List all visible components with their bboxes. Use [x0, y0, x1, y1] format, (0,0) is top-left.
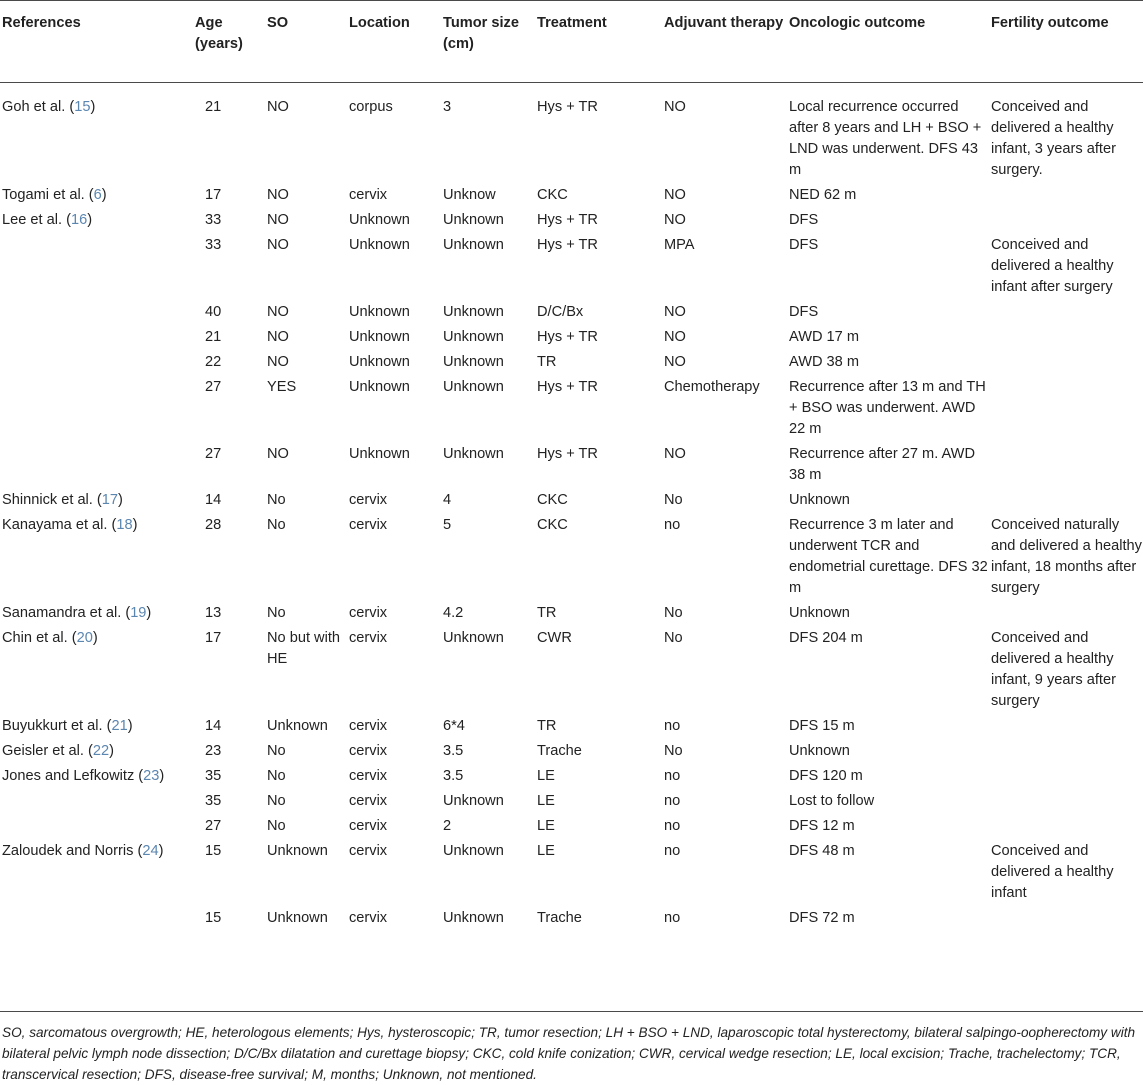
fertility-outcome-cell [989, 323, 1143, 348]
oncologic-outcome-cell: DFS 12 m [789, 818, 855, 834]
table-row [0, 511, 1143, 599]
adjuvant-cell: no [664, 517, 681, 533]
table-row [0, 83, 1143, 182]
so-cell: YES [267, 379, 297, 395]
so-cell: NO [267, 354, 289, 370]
reference-cell: Kanayama et al. (18) [2, 517, 138, 533]
location-cell: Unknown [349, 212, 410, 228]
fertility-outcome-cell [989, 787, 1143, 812]
table-row [0, 812, 1143, 837]
tumor-size-cell: Unknown [443, 843, 504, 859]
oncologic-outcome-cell: AWD 38 m [789, 354, 860, 370]
reference-name: Jones and Lefkowitz [2, 768, 135, 784]
reference-number-link[interactable]: 24 [142, 843, 159, 859]
age-cell: 23 [205, 743, 222, 759]
age-cell: 14 [205, 718, 222, 734]
reference-cell [0, 904, 193, 929]
oncologic-outcome-cell: DFS 15 m [789, 718, 855, 734]
so-cell: No [267, 517, 286, 533]
oncologic-outcome-cell: Recurrence after 27 m. AWD 38 m [789, 446, 975, 483]
fertility-outcome-cell: Conceived and delivered a healthy infant, 9 years after surgery [991, 630, 1116, 709]
tumor-size-cell: 3 [443, 99, 452, 115]
location-cell: cervix [349, 910, 388, 926]
treatment-cell: LE [537, 818, 555, 834]
tumor-size-cell: Unknown [443, 354, 504, 370]
fertility-outcome-cell [989, 486, 1143, 511]
oncologic-outcome-cell: DFS [789, 212, 819, 228]
age-cell: 17 [205, 630, 222, 646]
treatment-cell: LE [537, 768, 555, 784]
treatment-cell: Hys + TR [537, 446, 598, 462]
fertility-outcome-cell [989, 737, 1143, 762]
treatment-cell: Hys + TR [537, 329, 598, 345]
reference-cell [0, 787, 193, 812]
treatment-cell: Trache [537, 910, 582, 926]
so-cell: Unknown [267, 910, 328, 926]
fertility-outcome-cell [989, 904, 1143, 929]
reference-cell: Zaloudek and Norris (24) [2, 843, 164, 859]
so-cell: No [267, 492, 286, 508]
reference-name: Zaloudek and Norris [2, 843, 134, 859]
col-adjuvant-therapy-header: Adjuvant therapy [662, 1, 787, 83]
col-oncologic-outcome-header: Oncologic outcome [787, 1, 989, 83]
fertility-outcome-cell [989, 712, 1143, 737]
so-cell: NO [267, 99, 289, 115]
age-cell: 40 [205, 304, 222, 320]
reference-name: Geisler et al. [2, 743, 84, 759]
location-cell: cervix [349, 768, 388, 784]
so-cell: No [267, 818, 286, 834]
oncologic-outcome-cell: Unknown [789, 492, 850, 508]
reference-name: Shinnick et al. [2, 492, 93, 508]
table-row [0, 231, 1143, 298]
table-row [0, 737, 1143, 762]
adjuvant-cell: no [664, 910, 681, 926]
oncologic-outcome-cell: DFS 48 m [789, 843, 855, 859]
table-row [0, 904, 1143, 929]
table-row [0, 837, 1143, 904]
location-cell: cervix [349, 843, 388, 859]
fertility-outcome-cell [989, 762, 1143, 787]
age-cell: 28 [205, 517, 222, 533]
table-row [0, 348, 1143, 373]
age-cell: 14 [205, 492, 222, 508]
adjuvant-cell: NO [664, 446, 686, 462]
so-cell: No but with HE [267, 630, 341, 667]
adjuvant-cell: No [664, 743, 683, 759]
so-cell: No [267, 605, 286, 621]
reference-name: Sanamandra et al. [2, 605, 122, 621]
adjuvant-cell: No [664, 492, 683, 508]
oncologic-outcome-cell: DFS 72 m [789, 910, 855, 926]
tumor-size-cell: Unknown [443, 329, 504, 345]
age-cell: 15 [205, 910, 222, 926]
table-row [0, 762, 1143, 787]
so-cell: NO [267, 304, 289, 320]
tumor-size-cell: Unknown [443, 237, 504, 253]
adjuvant-cell: NO [664, 304, 686, 320]
reference-name: Buyukkurt et al. [2, 718, 103, 734]
reference-cell: Geisler et al. (22) [2, 743, 114, 759]
reference-cell [0, 323, 193, 348]
treatment-cell: Hys + TR [537, 99, 598, 115]
treatment-cell: CKC [537, 187, 568, 203]
reference-name: Goh et al. [2, 99, 66, 115]
reference-name: Togami et al. [2, 187, 85, 203]
tumor-size-cell: Unknown [443, 630, 504, 646]
reference-cell [0, 298, 193, 323]
reference-cell: Shinnick et al. (17) [2, 492, 123, 508]
oncologic-outcome-cell: Recurrence after 13 m and TH + BSO was underwent. AWD 22 m [789, 379, 986, 437]
location-cell: cervix [349, 517, 388, 533]
adjuvant-cell: no [664, 843, 681, 859]
adjuvant-cell: MPA [664, 237, 695, 253]
reference-number-link[interactable]: 19 [130, 605, 147, 621]
reference-cell [0, 440, 193, 486]
col-treatment-header: Treatment [535, 1, 662, 83]
age-cell: 13 [205, 605, 222, 621]
location-cell: cervix [349, 718, 388, 734]
tumor-size-cell: 5 [443, 517, 452, 533]
adjuvant-cell: NO [664, 99, 686, 115]
reference-cell: Buyukkurt et al. (21) [2, 718, 133, 734]
location-cell: cervix [349, 743, 388, 759]
reference-number-link[interactable]: 16 [70, 212, 88, 228]
location-cell: cervix [349, 630, 388, 646]
fertility-outcome-cell: Conceived naturally and delivered a healthy infant, 18 months after surgery [991, 517, 1142, 596]
tumor-size-cell: 4.2 [443, 605, 464, 621]
reference-name: Kanayama et al. [2, 517, 108, 533]
adjuvant-cell: no [664, 818, 681, 834]
treatment-cell: TR [537, 354, 557, 370]
location-cell: Unknown [349, 237, 410, 253]
fertility-outcome-cell [989, 373, 1143, 440]
reference-cell: Togami et al. (6) [2, 187, 107, 203]
age-cell: 21 [205, 329, 222, 345]
location-cell: Unknown [349, 304, 410, 320]
location-cell: Unknown [349, 379, 410, 395]
table-body [0, 83, 1143, 930]
reference-cell: Jones and Lefkowitz (23) [2, 768, 165, 784]
fertility-outcome-cell: Conceived and delivered a healthy infant, 3 years after surgery. [991, 99, 1116, 178]
reference-number-link[interactable]: 21 [111, 718, 128, 734]
location-cell: Unknown [349, 329, 410, 345]
treatment-cell: TR [537, 718, 557, 734]
treatment-cell: LE [537, 843, 555, 859]
age-cell: 15 [205, 843, 222, 859]
table-row [0, 712, 1143, 737]
tumor-size-cell: 3.5 [443, 768, 464, 784]
tumor-size-cell: Unknown [443, 910, 504, 926]
so-cell: Unknown [267, 843, 328, 859]
tumor-size-cell: Unknown [443, 793, 504, 809]
age-cell: 27 [205, 379, 222, 395]
fertility-outcome-cell [989, 181, 1143, 206]
location-cell: Unknown [349, 354, 410, 370]
col-fertility-outcome-header: Fertility outcome [989, 1, 1143, 83]
age-cell: 35 [205, 768, 222, 784]
tumor-size-cell: 4 [443, 492, 452, 508]
reference-cell [0, 373, 193, 440]
treatment-cell: CKC [537, 492, 568, 508]
treatment-cell: CKC [537, 517, 568, 533]
reference-cell: Chin et al. (20) [2, 630, 98, 646]
col-age-header: Age (years) [193, 1, 265, 83]
table-header [0, 1, 1143, 83]
adjuvant-cell: NO [664, 187, 686, 203]
age-cell: 35 [205, 793, 222, 809]
so-cell: NO [267, 446, 289, 462]
reference-cell: Goh et al. (15) [2, 99, 96, 115]
adjuvant-cell: no [664, 793, 681, 809]
so-cell: NO [267, 329, 289, 345]
reference-number-link[interactable]: 20 [76, 630, 93, 646]
fertility-outcome-cell [989, 812, 1143, 837]
reference-number-link[interactable]: 18 [116, 517, 133, 533]
tumor-size-cell: Unknown [443, 379, 504, 395]
table-row [0, 323, 1143, 348]
location-cell: cervix [349, 793, 388, 809]
table-footnote: SO, sarcomatous overgrowth; HE, heterologous elements; Hys, hysteroscopic; TR, tumor resection; LH + BSO + LND, laparoscopic total hysterectomy, bilateral salpingo-oopherectomy with bilateral pelvic lymph node dissection; D/C/Bx dilatation and curettage biopsy; CKC, cold knife conization; CWR, cervical wedge resection; LE, local excision; Trache, trachelectomy; TCR, transcervical resection; DFS, disease-free survival; M, months; Unknown, not mentioned. [0, 1011, 1143, 1085]
oncologic-outcome-cell: Recurrence 3 m later and underwent TCR and endometrial curettage. DFS 32 m [789, 517, 988, 596]
reference-number-link[interactable]: 15 [74, 99, 91, 115]
treatment-cell: CWR [537, 630, 572, 646]
reference-cell [0, 812, 193, 837]
table-row [0, 440, 1143, 486]
location-cell: cervix [349, 492, 388, 508]
tumor-size-cell: Unknown [443, 446, 504, 462]
oncologic-outcome-cell: DFS 204 m [789, 630, 863, 646]
age-cell: 27 [205, 818, 222, 834]
so-cell: NO [267, 187, 289, 203]
reference-cell: Sanamandra et al. (19) [2, 605, 152, 621]
treatment-cell: Hys + TR [537, 379, 598, 395]
reference-number-link[interactable]: 22 [92, 743, 110, 759]
adjuvant-cell: NO [664, 212, 686, 228]
table-row [0, 181, 1143, 206]
table-row [0, 624, 1143, 712]
age-cell: 33 [205, 237, 222, 253]
location-cell: cervix [349, 187, 388, 203]
adjuvant-cell: NO [664, 354, 686, 370]
adjuvant-cell: Chemotherapy [664, 379, 760, 395]
oncologic-outcome-cell: DFS 120 m [789, 768, 863, 784]
tumor-size-cell: 3.5 [443, 743, 464, 759]
oncologic-outcome-cell: NED 62 m [789, 187, 857, 203]
col-tumor-size-header: Tumor size (cm) [441, 1, 535, 83]
treatment-cell: Hys + TR [537, 237, 598, 253]
fertility-outcome-cell [989, 440, 1143, 486]
tumor-size-cell: Unknown [443, 212, 504, 228]
tumor-size-cell: Unknow [443, 187, 496, 203]
tumor-size-cell: 6*4 [443, 718, 465, 734]
tumor-size-cell: Unknown [443, 304, 504, 320]
adjuvant-cell: no [664, 718, 681, 734]
col-location-header: Location [347, 1, 441, 83]
treatment-cell: LE [537, 793, 555, 809]
reference-name: Lee et al. [2, 212, 63, 228]
adjuvant-cell: NO [664, 329, 686, 345]
col-so-header: SO [265, 1, 347, 83]
reference-number-link[interactable]: 23 [143, 768, 160, 784]
so-cell: No [267, 768, 286, 784]
age-cell: 21 [205, 99, 222, 115]
reference-number-link[interactable]: 6 [93, 187, 102, 203]
tumor-size-cell: 2 [443, 818, 452, 834]
so-cell: NO [267, 237, 289, 253]
oncologic-outcome-cell: AWD 17 m [789, 329, 860, 345]
oncologic-outcome-cell: DFS [789, 304, 819, 320]
so-cell: NO [267, 212, 289, 228]
fertility-outcome-cell [989, 206, 1143, 231]
age-cell: 22 [205, 354, 222, 370]
adjuvant-cell: no [664, 768, 681, 784]
table-row [0, 206, 1143, 231]
col-references-header: References [0, 1, 193, 83]
treatment-cell: TR [537, 605, 557, 621]
reference-number-link[interactable]: 17 [101, 492, 119, 508]
reference-name: Chin et al. [2, 630, 68, 646]
table-row [0, 787, 1143, 812]
age-cell: 33 [205, 212, 222, 228]
fertility-outcome-cell [989, 298, 1143, 323]
oncologic-outcome-cell: Local recurrence occurred after 8 years and LH + BSO + LND was underwent. DFS 43 m [789, 99, 982, 178]
reference-cell: Lee et al. (16) [2, 212, 93, 228]
table-row [0, 599, 1143, 624]
oncologic-outcome-cell: Unknown [789, 743, 850, 759]
adjuvant-cell: No [664, 605, 683, 621]
treatment-cell: Trache [537, 743, 582, 759]
so-cell: No [267, 743, 286, 759]
table-row [0, 486, 1143, 511]
age-cell: 27 [205, 446, 222, 462]
location-cell: corpus [349, 99, 393, 115]
location-cell: cervix [349, 818, 388, 834]
oncologic-outcome-cell: DFS [789, 237, 819, 253]
fertility-outcome-cell [989, 348, 1143, 373]
so-cell: Unknown [267, 718, 328, 734]
treatment-cell: D/C/Bx [537, 304, 584, 320]
fertility-outcome-cell: Conceived and delivered a healthy infant after surgery [991, 237, 1114, 295]
table-row [0, 298, 1143, 323]
oncologic-outcome-cell: Unknown [789, 605, 850, 621]
location-cell: cervix [349, 605, 388, 621]
so-cell: No [267, 793, 286, 809]
fertility-outcome-cell: Conceived and delivered a healthy infant [991, 843, 1114, 901]
reference-cell [0, 231, 193, 298]
oncologic-outcome-cell: Lost to follow [789, 793, 875, 809]
reference-cell [0, 348, 193, 373]
location-cell: Unknown [349, 446, 410, 462]
table-row [0, 373, 1143, 440]
adjuvant-cell: No [664, 630, 683, 646]
treatment-cell: Hys + TR [537, 212, 598, 228]
age-cell: 17 [205, 187, 222, 203]
fertility-outcome-cell [989, 599, 1143, 624]
